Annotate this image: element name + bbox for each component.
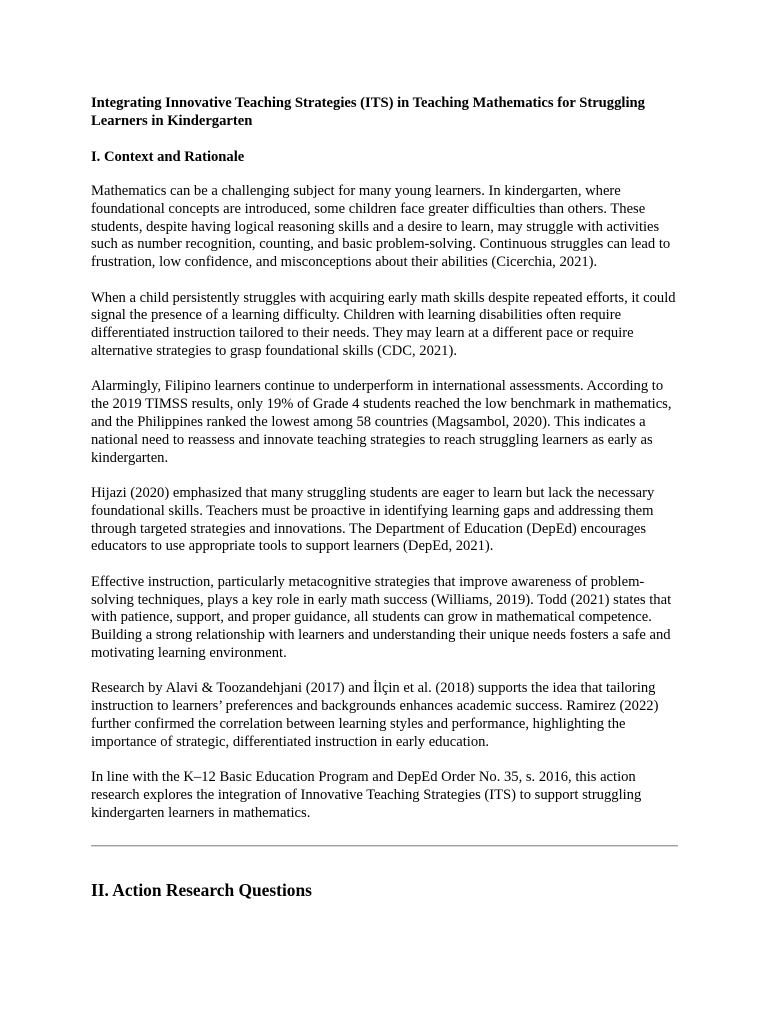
paragraph: In line with the K–12 Basic Education Program and DepEd Order No. 35, s. 2016, this action research explores the integration of Innovative Teaching Strategies (ITS) to support struggling kindergarten learners in mathematics.: [91, 769, 642, 821]
document-body: [91, 94, 681, 840]
paragraph: Alarmingly, Filipino learners continue to underperform in international assessments. According to the 2019 TIMSS results, only 19% of Grade 4 students reached the low benchmark in mathematics, and the Philippines ranked the lowest among 58 countries (Magsambol, 2020). This indicates a national need to reassess and innovate teaching strategies to reach struggling learners as early as kindergarten.: [91, 378, 672, 466]
paragraph: Mathematics can be a challenging subject for many young learners. In kindergarten, where foundational concepts are introduced, some children face greater difficulties than others. These students, despite having logical reasoning skills and a desire to learn, may struggle with activities such as number recognition, counting, and basic problem-solving. Continuous struggles can lead to frustration, low confidence, and misconceptions about their abilities (Cicerchia, 2021).: [91, 183, 671, 271]
document-title: Integrating Innovative Teaching Strategies (ITS) in Teaching Mathematics for Struggling Learners in Kindergarten: [91, 95, 645, 129]
paragraph: When a child persistently struggles with acquiring early math skills despite repeated efforts, it could signal the presence of a learning difficulty. Children with learning disabilities often require differentiated instruction tailored to their needs. They may learn at a different pace or require alternative strategies to grasp foundational skills (CDC, 2021).: [91, 289, 676, 359]
paragraph: Effective instruction, particularly metacognitive strategies that improve awareness of problem-solving techniques, plays a key role in early math success (Williams, 2019). Todd (2021) states that with patience, support, and proper guidance, all students can grow in mathematical competence. Building a strong relationship with learners and understanding their unique needs fosters a safe and motivating learning environment.: [91, 573, 672, 661]
paragraph: Research by Alavi & Toozandehjani (2017) and İlçin et al. (2018) supports the idea that tailoring instruction to learners’ preferences and backgrounds enhances academic success. Ramirez (2022) further confirmed the correlation between learning styles and performance, highlighting the importance of strategic, differentiated instruction in early education.: [91, 680, 659, 750]
section-heading-context-rationale: I. Context and Rationale: [91, 149, 245, 165]
section-heading-research-questions: II. Action Research Questions: [91, 880, 312, 900]
paragraph: Hijazi (2020) emphasized that many struggling students are eager to learn but lack the necessary foundational skills. Teachers must be proactive in identifying learning gaps and addressing them through targeted strategies and innovations. The Department of Education (DepEd) encourages educators to use appropriate tools to support learners (DepEd, 2021).: [91, 484, 655, 555]
horizontal-divider: [91, 845, 678, 847]
